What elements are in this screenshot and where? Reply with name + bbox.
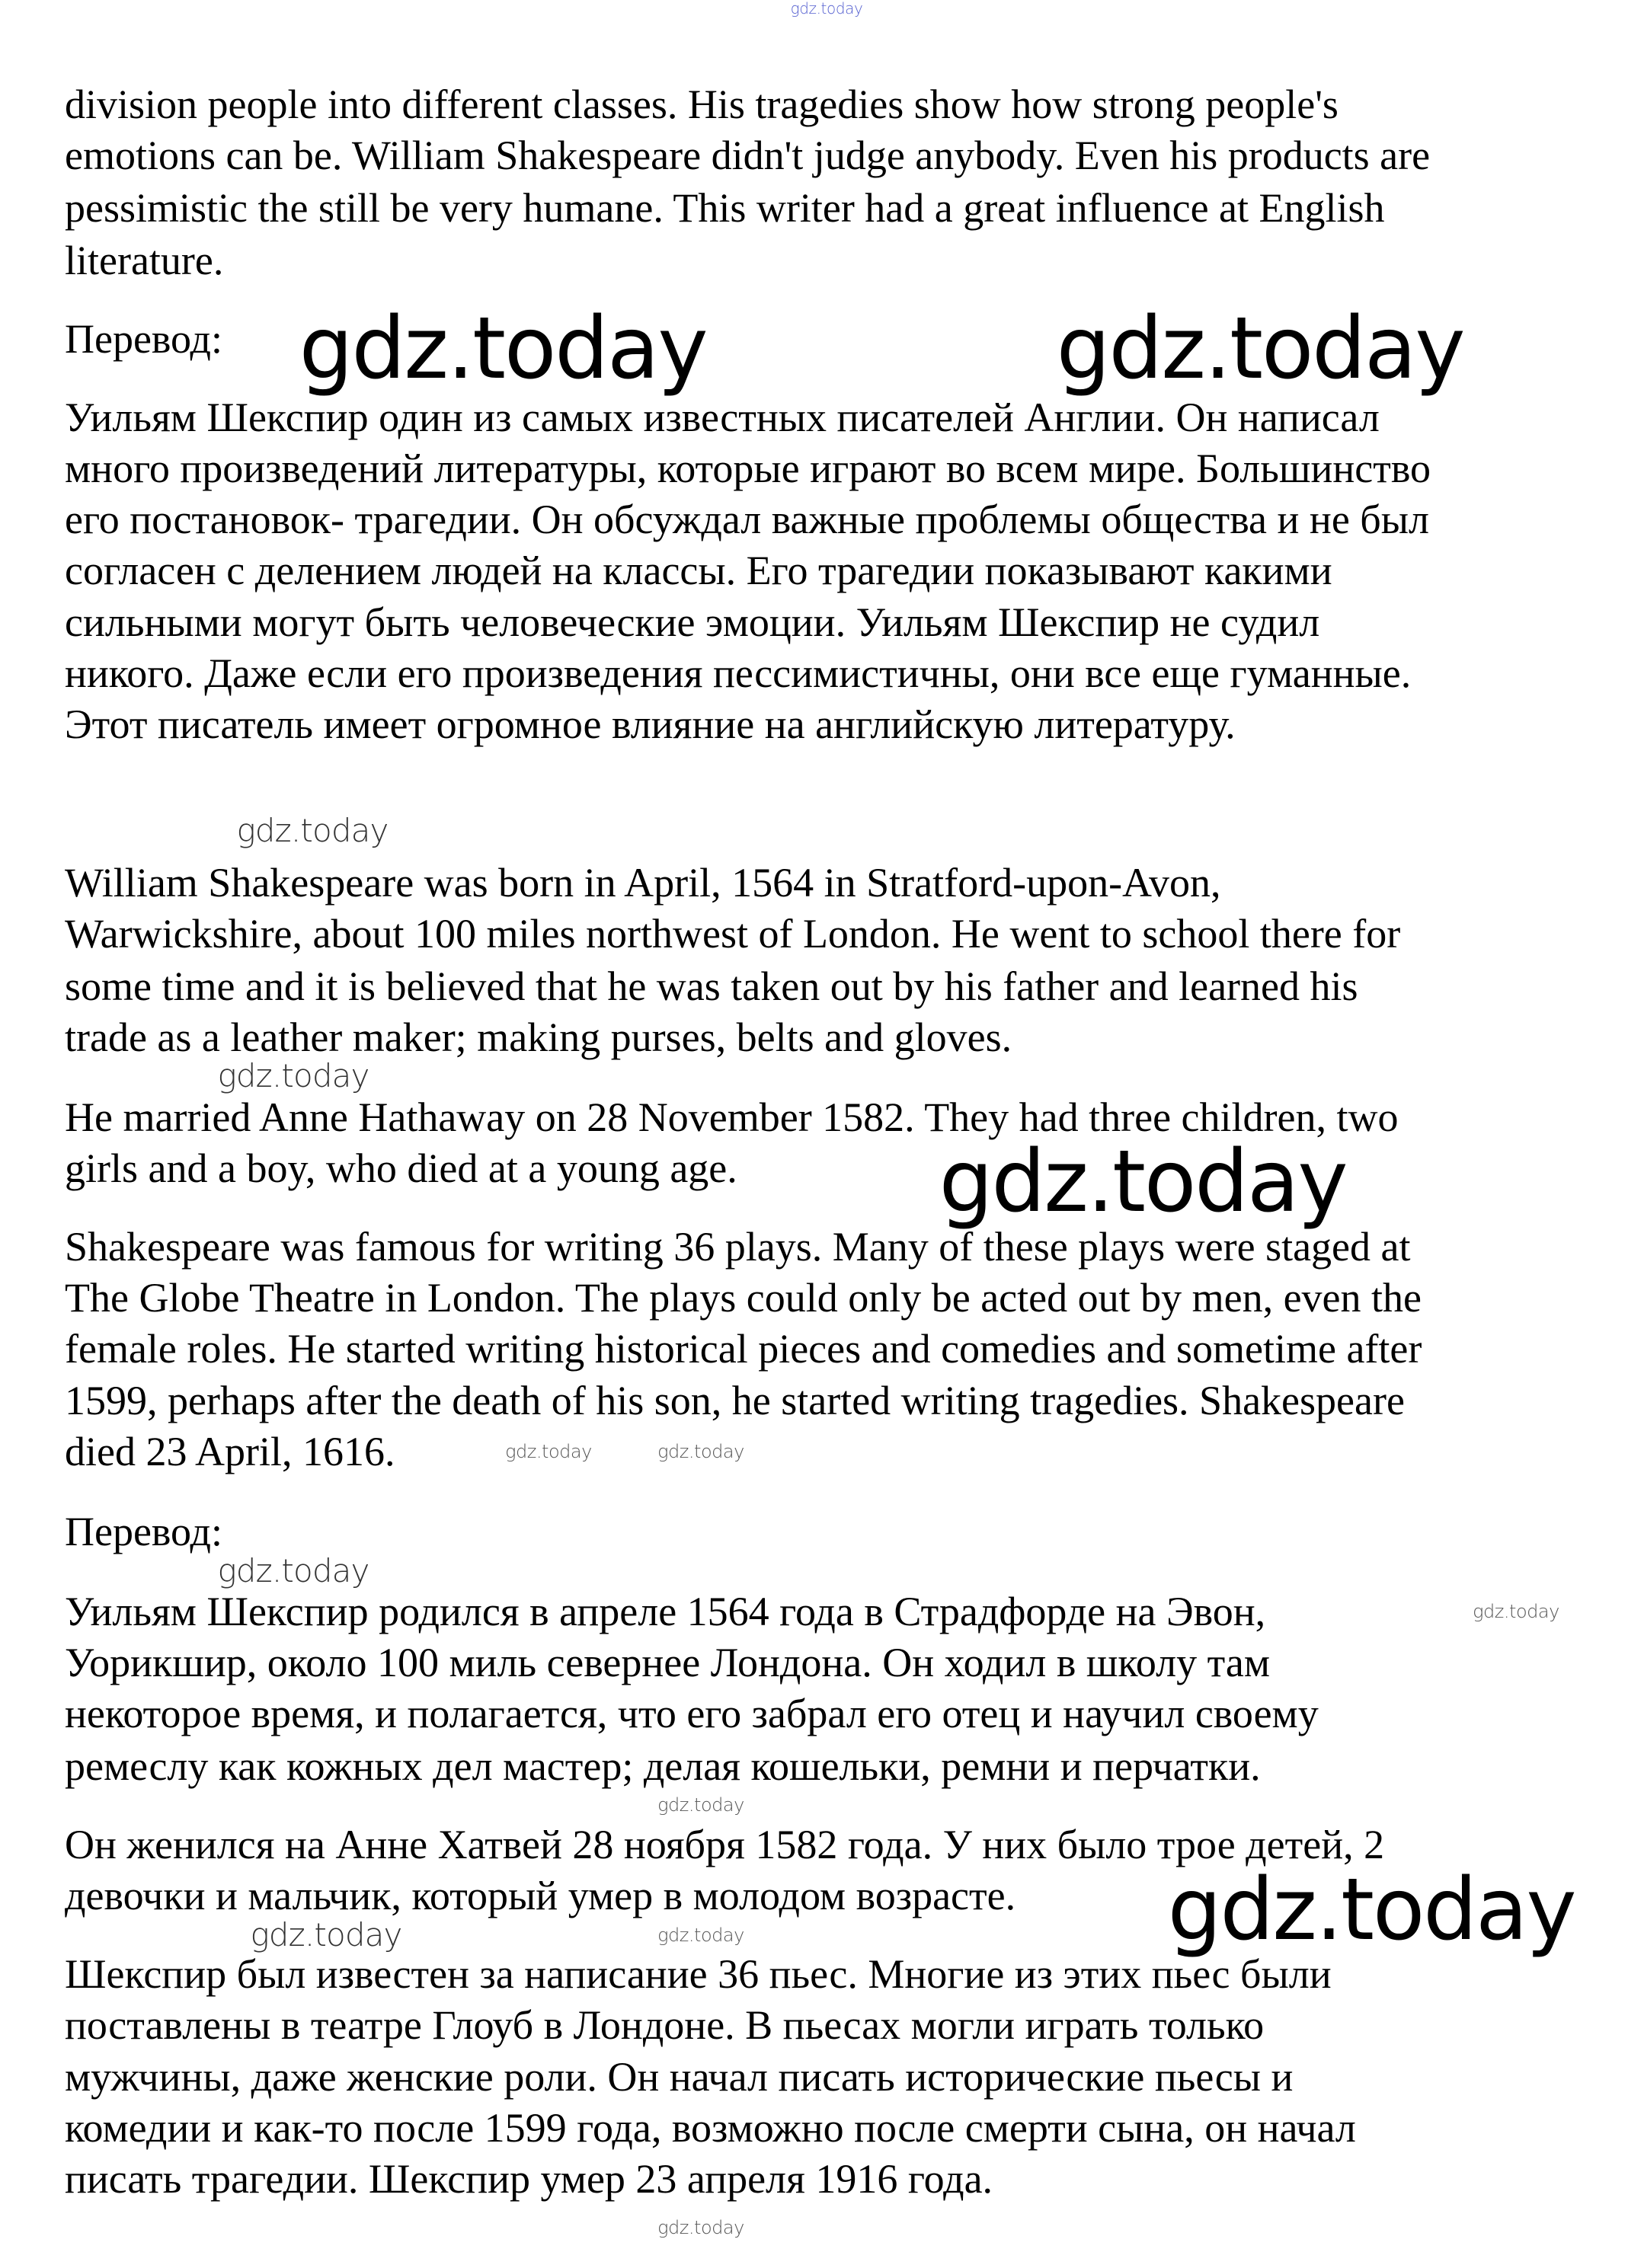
text-line: поставлены в театре Глоуб в Лондоне. В пьесах могли играть только xyxy=(65,2002,1265,2048)
watermark: gdz.today xyxy=(657,1925,744,1946)
watermark: gdz.today xyxy=(657,1441,744,1462)
text-line: некоторое время, и полагается, что его забрал его отец и научил своему xyxy=(65,1691,1319,1736)
watermark: gdz.today xyxy=(1167,1861,1575,1960)
watermark: gdz.today xyxy=(657,2217,744,2238)
text-line: He married Anne Hathaway on 28 November 1582. They had three children, two xyxy=(65,1094,1399,1140)
watermark: gdz.today xyxy=(217,1552,369,1589)
text-line: William Shakespeare was born in April, 1564 in Stratford-upon-Avon, xyxy=(65,860,1221,906)
watermark: gdz.today xyxy=(657,1794,744,1816)
translation-label: Перевод: xyxy=(65,316,222,362)
text-line: female roles. He started writing historical pieces and comedies and sometime after xyxy=(65,1326,1422,1372)
text-line: Этот писатель имеет огромное влияние на английскую литературу. xyxy=(65,701,1236,747)
watermark: gdz.today xyxy=(1473,1601,1559,1622)
text-line: literature. xyxy=(65,238,224,283)
text-line: никого. Даже если его произведения пессимистичны, они все еще гуманные. xyxy=(65,650,1412,696)
text-line: Он женился на Анне Хатвей 28 ноября 1582 года. У них было трое детей, 2 xyxy=(65,1822,1385,1867)
text-line: его постановок- трагедии. Он обсуждал важные проблемы общества и не был xyxy=(65,497,1429,542)
watermark: gdz.today xyxy=(1056,299,1464,398)
text-line: Уильям Шекспир родился в апреле 1564 года в Страдфорде на Эвон, xyxy=(65,1589,1266,1634)
text-line: Шекспир был известен за написание 36 пьес. Многие из этих пьес были xyxy=(65,1951,1332,1997)
text-line: The Globe Theatre in London. The plays could only be acted out by men, even the xyxy=(65,1275,1422,1321)
text-line: сильными могут быть человеческие эмоции. Уильям Шекспир не судил xyxy=(65,599,1320,645)
watermark: gdz.today xyxy=(939,1132,1347,1231)
text-line: мужчины, даже женские роли. Он начал писать исторические пьесы и xyxy=(65,2054,1294,2100)
text-line: Уорикшир, около 100 миль севернее Лондона. Он ходил в школу там xyxy=(65,1640,1271,1685)
text-line: pessimistic the still be very humane. This writer had a great influence at English xyxy=(65,185,1385,231)
text-line: Shakespeare was famous for writing 36 plays. Many of these plays were staged at xyxy=(65,1224,1411,1270)
text-line: division people into different classes. His tragedies show how strong people's xyxy=(65,81,1339,127)
text-line: trade as a leather maker; making purses, belts and gloves. xyxy=(65,1014,1012,1060)
text-line: согласен с делением людей на классы. Его трагедии показывают какими xyxy=(65,548,1332,593)
watermark: gdz.today xyxy=(299,299,707,398)
watermark: gdz.today xyxy=(505,1441,592,1462)
text-line: писать трагедии. Шекспир умер 23 апреля 1916 года. xyxy=(65,2156,993,2202)
text-line: girls and a boy, who died at a young age. xyxy=(65,1145,737,1191)
text-line: комедии и как-то после 1599 года, возможно после смерти сына, он начал xyxy=(65,2105,1356,2151)
text-line: Warwickshire, about 100 miles northwest of London. He went to school there for xyxy=(65,911,1401,957)
text-line: ремеслу как кожных дел мастер; делая кошельки, ремни и перчатки. xyxy=(65,1743,1261,1789)
watermark: gdz.today xyxy=(250,1916,402,1953)
text-line: emotions can be. William Shakespeare didn't judge anybody. Even his products are xyxy=(65,133,1431,178)
text-line: девочки и мальчик, который умер в молодом возрасте. xyxy=(65,1873,1016,1918)
text-line: Уильям Шекспир один из самых известных писателей Англии. Он написал xyxy=(65,395,1380,440)
text-line: 1599, perhaps after the death of his son, he started writing tragedies. Shakespeare xyxy=(65,1378,1405,1423)
watermark: gdz.today xyxy=(217,1057,369,1094)
translation-label: Перевод: xyxy=(65,1509,222,1554)
watermark: gdz.today xyxy=(790,0,863,18)
text-line: died 23 April, 1616. xyxy=(65,1429,395,1474)
watermark: gdz.today xyxy=(236,812,389,849)
text-line: много произведений литературы, которые играют во всем мире. Большинство xyxy=(65,446,1431,491)
text-line: some time and it is believed that he was taken out by his father and learned his xyxy=(65,963,1358,1009)
